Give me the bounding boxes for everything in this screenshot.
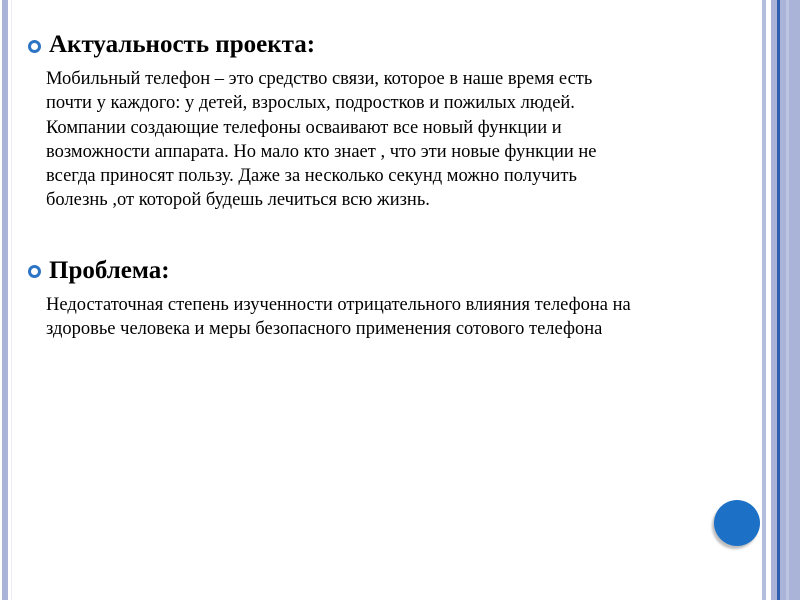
section-heading-row [28, 256, 688, 286]
paragraph-line: всегда приносят пользу. Даже за несколько секунд можно получить [46, 166, 577, 187]
bullet-ring-icon [28, 40, 41, 53]
accent-circle-decoration [714, 500, 760, 546]
section-paragraph [46, 293, 688, 342]
paragraph-line: Мобильный телефон – это средство связи, которое в наше время есть [46, 69, 593, 89]
paragraph-line: здоровье человека и меры безопасного применения сотового телефона [46, 319, 603, 340]
right-band-dark-line [777, 0, 780, 600]
bullet-ring-icon [28, 265, 41, 278]
right-band-light-line [786, 0, 789, 600]
section-heading: Актуальность проекта: [49, 31, 316, 58]
left-faint-line-decoration [11, 0, 12, 600]
paragraph-line: Компании создающие телефоны осваивают все новый функции и [46, 117, 562, 138]
section-heading-row [28, 30, 688, 60]
slide-content [28, 30, 688, 341]
section-heading: Проблема: [49, 256, 170, 284]
section-problem [28, 256, 688, 342]
right-thin-stripe-decoration [762, 0, 766, 600]
paragraph-line: Недостаточная степень изученности отрицательного влияния телефона на [46, 294, 631, 315]
section-relevance [28, 30, 688, 213]
paragraph-line: возможности аппарата. Но мало кто знает , что эти новые функции не [46, 141, 597, 162]
paragraph-line: почти у каждого: у детей, взрослых, подростков и пожилых людей. [46, 93, 575, 114]
right-band-decoration [771, 0, 800, 600]
paragraph-line: болезнь ,от которой будешь лечиться всю жизнь. [46, 190, 430, 211]
section-paragraph [46, 67, 688, 213]
left-stripe-decoration [2, 0, 8, 600]
